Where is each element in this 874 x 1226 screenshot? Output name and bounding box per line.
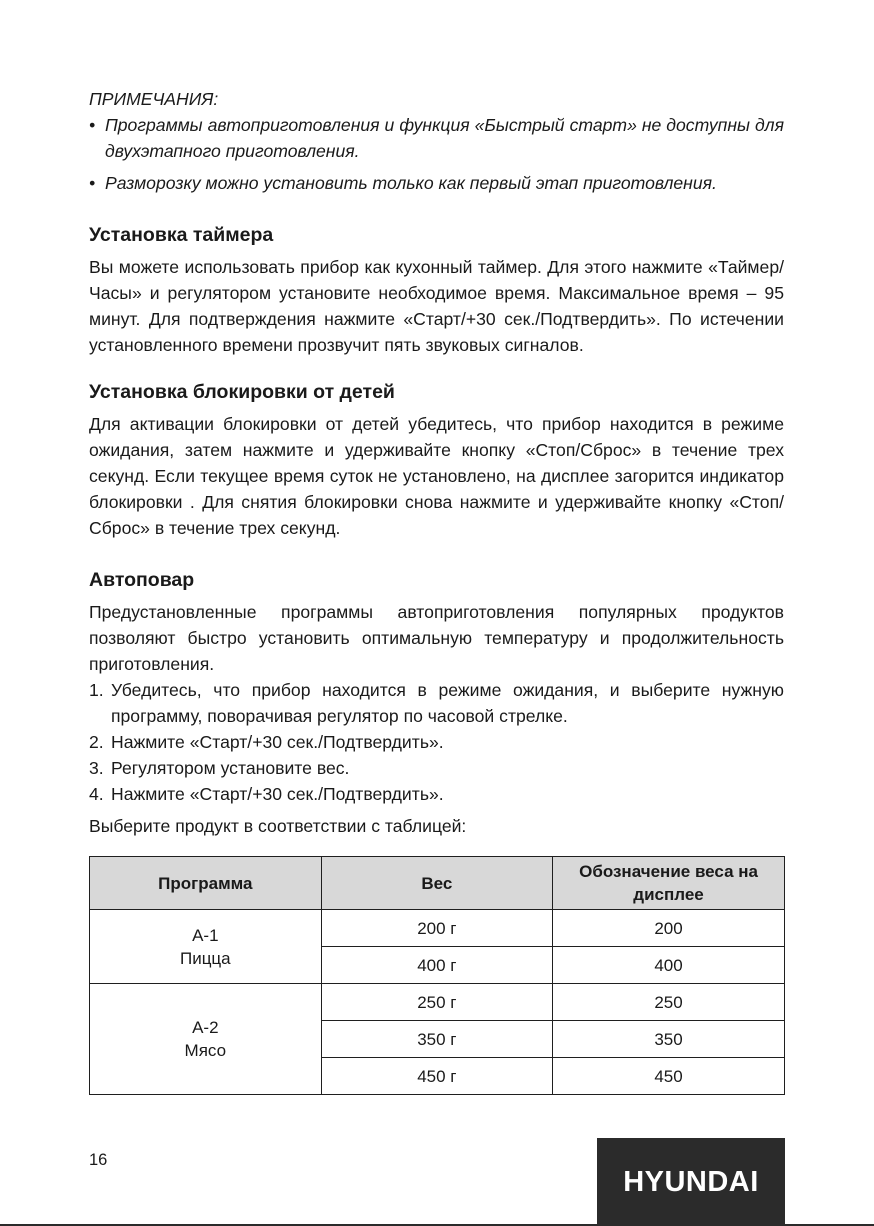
bullet: • (89, 115, 96, 135)
display-cell: 400 (553, 947, 785, 984)
section-text: Для активации блокировки от детей убедитесь, что прибор находится в режиме ожидания, затем нажмите и удерживайте кнопку «Стоп/Сброс» в течение трех секунд. Если текущее время суток не установлено, на дисплее загорится индикатор блокировки . Для снятия блокировки снова нажмите и удерживайте кнопку «Стоп/Сброс» в течение трех секунд. (89, 414, 784, 538)
brand-logo (597, 1138, 785, 1226)
table-row (90, 984, 785, 1021)
note-text: Разморозку можно установить только как первый этап приготовления. (105, 173, 717, 193)
list-text: Регулятором установите вес. (111, 758, 350, 778)
autocook-table (89, 856, 785, 1095)
program-cell (90, 984, 322, 1095)
note-text: Программы автоприготовления и функция «Быстрый старт» не доступны для двухэтапного приготовления. (105, 115, 784, 161)
bullet: • (89, 173, 96, 193)
program-code: А-1 (192, 925, 219, 945)
notes-title: ПРИМЕЧАНИЯ: (89, 89, 219, 109)
list-item (89, 781, 784, 807)
display-cell: 450 (553, 1058, 785, 1095)
display-cell: 350 (553, 1021, 785, 1058)
list-item (89, 729, 784, 755)
display-cell: 200 (553, 910, 785, 947)
list-text: Нажмите «Старт/+30 сек./Подтвердить». (111, 732, 444, 752)
table-row (90, 910, 785, 947)
timer-section (89, 222, 784, 358)
list-number: 1. (89, 680, 104, 700)
weight-cell: 200 г (321, 910, 552, 947)
weight-cell: 250 г (321, 984, 552, 1021)
column-header: Обозначение веса на дисплее (553, 857, 785, 910)
section-heading: Установка блокировки от детей (89, 381, 395, 403)
program-code: А-2 (192, 1018, 219, 1037)
page-number: 16 (89, 1151, 108, 1169)
note-item (89, 112, 784, 164)
table-intro: Выберите продукт в соответствии с таблицей: (89, 816, 467, 836)
section-text: Предустановленные программы автоприготовления популярных продуктов позволяют быстро установить оптимальную температуру и продолжительность приготовления. (89, 602, 784, 674)
display-cell: 250 (553, 984, 785, 1021)
program-cell (90, 910, 322, 984)
autocook-section (89, 567, 784, 839)
notes-section (89, 86, 784, 196)
program-name: Мясо (184, 1041, 227, 1060)
section-heading: Установка таймера (89, 224, 274, 246)
list-number: 2. (89, 732, 104, 752)
list-item (89, 677, 784, 729)
list-number: 3. (89, 758, 104, 778)
weight-cell: 400 г (321, 947, 552, 984)
column-header: Программа (90, 857, 322, 910)
brand-name: HYUNDAI (623, 1165, 759, 1198)
section-heading: Автоповар (89, 569, 195, 591)
weight-cell: 350 г (321, 1021, 552, 1058)
list-number: 4. (89, 784, 104, 804)
child-lock-section (89, 379, 784, 541)
page-content (89, 86, 784, 1095)
weight-cell: 450 г (321, 1058, 552, 1095)
list-item (89, 755, 784, 781)
section-text: Вы можете использовать прибор как кухонный таймер. Для этого нажмите «Таймер/Часы» и регулятором установите необходимое время. Максимальное время – 95 минут. Для подтверждения нажмите «Старт/+30 сек./Подтвердить». По истечении установленного времени прозвучит пять звуковых сигналов. (89, 257, 784, 355)
table-header-row (90, 857, 785, 910)
program-name: Пицца (179, 948, 231, 968)
list-text: Нажмите «Старт/+30 сек./Подтвердить». (111, 784, 444, 804)
column-header: Вес (321, 857, 552, 910)
list-text: Убедитесь, что прибор находится в режиме ожидания, и выберите нужную программу, поворачивая регулятор по часовой стрелке. (111, 680, 784, 726)
note-item (89, 170, 784, 196)
